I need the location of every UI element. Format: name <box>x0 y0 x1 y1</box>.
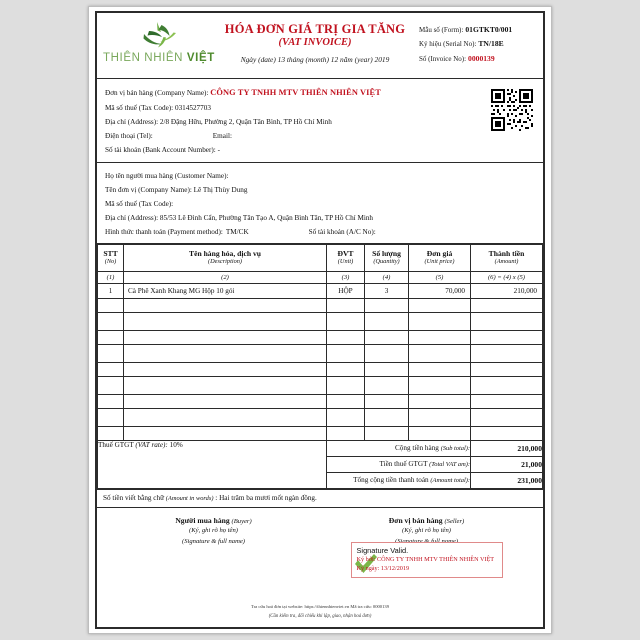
invoice-number-label: Số (Invoice No): <box>419 54 467 63</box>
blank-cell <box>327 426 365 440</box>
vat-rate-label: Thuế GTGT <box>98 440 134 449</box>
col-header-amount <box>471 244 543 271</box>
seller-signature-title <box>320 516 533 525</box>
table-row-blank <box>98 330 543 344</box>
blank-cell <box>124 408 327 426</box>
blank-cell <box>98 426 124 440</box>
col-header-unit-vi: ĐVT <box>337 249 354 258</box>
table-row-blank <box>98 298 543 312</box>
seller-bank-label: Số tài khoản (Bank Account Number): <box>105 146 216 155</box>
buyer-payment-row <box>105 225 535 239</box>
blank-cell <box>327 312 365 330</box>
row-description: Cà Phê Xanh Khang MG Hộp 10 gói <box>124 283 327 298</box>
amount-in-words-value: : Hai trăm ba mươi mốt ngàn đồng. <box>215 493 317 502</box>
qr-code-icon <box>489 87 535 133</box>
blank-cell <box>98 408 124 426</box>
seller-name-label: Đơn vị bán hàng (Company Name): <box>105 89 209 97</box>
blank-cell <box>327 362 365 376</box>
blank-cell <box>409 330 471 344</box>
invoice-border-frame <box>95 11 545 629</box>
blank-cell <box>471 298 543 312</box>
buyer-company-row <box>105 183 535 197</box>
digital-signature-stamp <box>351 542 503 579</box>
colnum-4: (4) <box>365 271 409 283</box>
blank-cell <box>124 362 327 376</box>
blank-cell <box>365 298 409 312</box>
vat-rate-cell <box>98 440 327 488</box>
invoice-number-value: 0000139 <box>468 53 495 63</box>
invoice-number-row <box>419 52 537 66</box>
table-column-number-row <box>98 271 543 283</box>
invoice-title-vi: HÓA ĐƠN GIÁ TRỊ GIA TĂNG <box>224 22 406 36</box>
blank-cell <box>365 426 409 440</box>
col-header-unit <box>327 244 365 271</box>
invoice-title-en: (VAT INVOICE) <box>278 37 352 49</box>
logo-text-part2: VIỆT <box>186 52 215 64</box>
col-header-unit-price-en: (Unit price) <box>424 258 455 266</box>
blank-cell <box>327 376 365 394</box>
invoice-items-table <box>97 244 543 489</box>
blank-cell <box>327 330 365 344</box>
blank-cell <box>124 394 327 408</box>
blank-cell <box>327 408 365 426</box>
seller-section <box>97 79 543 163</box>
buyer-address-row <box>105 211 535 225</box>
blank-cell <box>98 394 124 408</box>
col-header-unit-price-vi: Đơn giá <box>426 249 453 258</box>
vat-amount-label: Tiền thuế GTGT <box>379 460 428 469</box>
buyer-tax-row <box>105 197 535 211</box>
col-header-stt-en: (No) <box>104 258 117 266</box>
blank-cell <box>365 330 409 344</box>
blank-cell <box>471 330 543 344</box>
blank-cell <box>409 362 471 376</box>
seller-address-row <box>105 115 535 129</box>
invoice-date-line: Ngày (date) 13 tháng (month) 12 năm (year) 2019 <box>240 54 390 64</box>
buyer-customer-row <box>105 169 535 183</box>
subtotal-value: 210,000 <box>471 440 543 456</box>
subtotal-label: Cộng tiền hàng <box>394 444 439 453</box>
seller-signature-title-vi: Đơn vị bán hàng <box>388 515 445 525</box>
invoice-footer <box>97 603 543 621</box>
blank-cell <box>327 298 365 312</box>
subtotal-label-en: (Sub total): <box>440 445 470 453</box>
seller-tax-label: Mã số thuế (Tax Code): <box>105 104 174 113</box>
col-header-stt <box>98 244 124 271</box>
buyer-signature-sub2: (Signature & full name) <box>182 537 245 545</box>
col-header-quantity-vi: Số lượng <box>372 249 401 258</box>
blank-cell <box>98 330 124 344</box>
invoice-meta <box>419 19 537 66</box>
blank-cell <box>98 298 124 312</box>
blank-cell <box>124 298 327 312</box>
blank-cell <box>327 394 365 408</box>
blank-cell <box>471 426 543 440</box>
row-unit: HỘP <box>327 283 365 298</box>
invoice-sheet <box>88 6 552 634</box>
table-body <box>98 283 543 488</box>
blank-cell <box>98 344 124 362</box>
blank-cell <box>409 312 471 330</box>
blank-cell <box>365 394 409 408</box>
buyer-signature-title <box>107 516 320 525</box>
col-header-quantity <box>365 244 409 271</box>
seller-email-label: Email: <box>212 132 232 141</box>
buyer-signature-block <box>107 516 320 604</box>
buyer-company-value: Lê Thị Thùy Dung <box>193 185 248 194</box>
grand-total-label: Tổng cộng tiền thanh toán <box>353 476 429 485</box>
logo-text-part1: THIÊN NHIÊN <box>103 52 187 64</box>
blank-cell <box>98 376 124 394</box>
vat-rate-label-en: (VAT rate): <box>135 440 168 449</box>
buyer-customer-label: Họ tên người mua hàng (Customer Name): <box>105 171 229 180</box>
seller-signature-block <box>320 516 533 604</box>
serial-label: Ký hiệu (Serial No): <box>419 40 477 49</box>
vat-amount-value: 21,000 <box>471 456 543 472</box>
amount-in-words-label: Số tiền viết bằng chữ <box>103 493 164 502</box>
blank-cell <box>98 362 124 376</box>
grand-total-label-en: (Amount total): <box>430 477 470 485</box>
table-row-blank <box>98 312 543 330</box>
row-quantity: 3 <box>365 283 409 298</box>
blank-cell <box>365 408 409 426</box>
amount-in-words-label-en: (Amount in words) <box>165 494 214 502</box>
blank-cell <box>471 394 543 408</box>
serial-row <box>419 37 537 51</box>
footer-note-line: (Cần kiểm tra, đối chiếu khi lập, giao, nhận hoá đơn) <box>268 613 372 619</box>
buyer-signature-title-en: (Buyer) <box>231 517 252 525</box>
table-row <box>98 283 543 298</box>
colnum-5: (5) <box>409 271 471 283</box>
seller-signature-sub1: (Ký, ghi rõ họ tên) <box>402 526 451 534</box>
table-row-blank <box>98 408 543 426</box>
row-amount: 210,000 <box>471 283 543 298</box>
col-header-unit-price <box>409 244 471 271</box>
logo-wordmark <box>103 52 215 64</box>
blank-cell <box>471 362 543 376</box>
table-row-blank <box>98 426 543 440</box>
vat-amount-label-cell <box>327 456 471 472</box>
form-value: 01GTKT0/001 <box>465 25 513 34</box>
blank-cell <box>365 344 409 362</box>
blank-cell <box>365 312 409 330</box>
blank-cell <box>409 344 471 362</box>
signature-valid-text: Signature Valid. <box>356 545 409 555</box>
buyer-company-label: Tên đơn vị (Company Name): <box>105 185 192 194</box>
grand-total-label-cell <box>327 472 471 488</box>
signature-signer: Ký bởi: CÔNG TY TNHH MTV THIÊN NHIÊN VIỆT <box>356 555 495 563</box>
seller-bank-value: - <box>217 146 220 155</box>
seller-tax-row <box>105 101 535 115</box>
table-row-blank <box>98 394 543 408</box>
company-logo <box>103 19 215 64</box>
blank-cell <box>409 298 471 312</box>
blank-cell <box>409 376 471 394</box>
invoice-header <box>97 13 543 79</box>
signature-section <box>97 508 543 604</box>
vat-rate-value: 10% <box>169 440 183 449</box>
signature-date: Ký ngày: 13/12/2019 <box>356 564 410 572</box>
serial-value: TN/18E <box>478 39 504 49</box>
seller-address-label: Địa chỉ (Address): <box>105 118 159 127</box>
row-no: 1 <box>98 283 124 298</box>
blank-cell <box>124 312 327 330</box>
form-label: Mẫu số (Form): <box>419 26 464 34</box>
buyer-signature-title-vi: Người mua hàng <box>175 515 232 525</box>
col-header-amount-vi: Thành tiền <box>488 249 525 258</box>
seller-bank-row <box>105 143 535 157</box>
blank-cell <box>124 344 327 362</box>
blank-cell <box>471 344 543 362</box>
buyer-tax-label: Mã số thuế (Tax Code): <box>105 199 174 208</box>
table-header-row <box>98 244 543 271</box>
subtotal-row <box>98 440 543 456</box>
invoice-title-block <box>211 19 419 64</box>
row-unit-price: 70,000 <box>409 283 471 298</box>
buyer-signature-sub1: (Ký, ghi rõ họ tên) <box>189 526 238 534</box>
buyer-section <box>97 163 543 244</box>
col-header-unit-en: (Unit) <box>337 258 354 266</box>
colnum-1: (1) <box>98 271 124 283</box>
footer-lookup-line: Tra cứu hoá đơn tại website: https://thiennhienviet.vn Mã tra cứu: 0000139 <box>250 604 389 610</box>
blank-cell <box>471 408 543 426</box>
seller-phone-label: Điện thoại (Tel): <box>105 132 153 141</box>
col-header-description-en: (Description) <box>208 258 242 266</box>
amount-in-words <box>97 489 543 508</box>
seller-address-value: 2/8 Đặng Hữu, Phường 2, Quận Tân Bình, TP Hồ Chí Minh <box>159 118 332 127</box>
col-header-quantity-en: (Quantity) <box>373 258 400 266</box>
blank-cell <box>327 344 365 362</box>
col-header-description-vi: Tên hàng hóa, dịch vụ <box>189 249 261 258</box>
table-row-blank <box>98 362 543 376</box>
vat-amount-label-en: (Total VAT am): <box>429 461 470 469</box>
payment-method-value: TM/CK <box>225 227 249 236</box>
blank-cell <box>124 376 327 394</box>
col-header-amount-en: (Amount) <box>494 258 519 266</box>
buyer-address-label: Địa chỉ (Address): <box>105 213 159 222</box>
blank-cell <box>471 312 543 330</box>
blank-cell <box>409 408 471 426</box>
blank-cell <box>365 362 409 376</box>
colnum-6: (6) = (4) x (5) <box>471 271 543 283</box>
seller-contact-row <box>105 129 535 143</box>
seller-tax-value: 0314527703 <box>174 104 211 113</box>
buyer-account-label: Số tài khoản (A/C No): <box>308 227 376 236</box>
blank-cell <box>98 312 124 330</box>
blank-cell <box>409 394 471 408</box>
form-number-row <box>419 23 537 37</box>
subtotal-label-cell <box>327 440 471 456</box>
leaf-star-icon <box>103 21 211 51</box>
colnum-3: (3) <box>327 271 365 283</box>
payment-method-label: Hình thức thanh toán (Payment method): <box>105 227 223 236</box>
seller-signature-title-en: (Seller) <box>444 517 465 525</box>
colnum-2: (2) <box>124 271 327 283</box>
seller-name-value: CÔNG TY TNHH MTV THIÊN NHIÊN VIỆT <box>210 88 381 97</box>
grand-total-value: 231,000 <box>471 472 543 488</box>
blank-cell <box>124 330 327 344</box>
blank-cell <box>409 426 471 440</box>
col-header-description <box>124 244 327 271</box>
seller-name-row <box>105 85 535 101</box>
blank-cell <box>124 426 327 440</box>
blank-cell <box>471 376 543 394</box>
blank-cell <box>365 376 409 394</box>
col-header-stt-vi: STT <box>103 249 118 258</box>
table-row-blank <box>98 376 543 394</box>
table-row-blank <box>98 344 543 362</box>
buyer-address-value: 85/53 Lê Đình Cẩn, Phường Tân Tạo A, Quận Bình Tân, TP Hồ Chí Minh <box>159 213 374 222</box>
